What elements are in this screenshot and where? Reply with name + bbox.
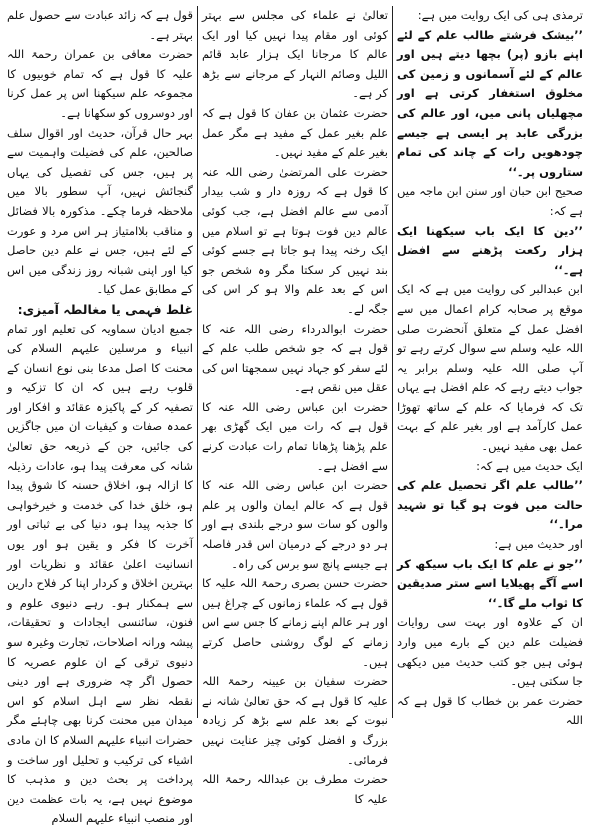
paragraph: حضرت معافی بن عمران رحمۃ اللہ علیہ کا قول ہے کہ تمام خوبیوں کا مجموعہ علم سیکھنا اس پر عمل کرنا اور دوسروں کو سکھانا ہے۔	[7, 47, 193, 120]
left-column	[4, 6, 196, 826]
paragraph: ’’جو نے علم کا ایک باب سیکھ کر اسے آگے پھیلایا اسے ستر صدیقین کا ثواب ملے گا۔‘‘	[397, 556, 583, 610]
paragraph: قول ہے کہ زائد عبادت سے حصول علم بہتر ہے۔	[7, 8, 193, 42]
paragraph: تعالیٰ نے علماء کی مجلس سے بہتر کوئی اور مقام پیدا نہیں کیا اور ایک عالم کا مرجانا ایک ہزار عابد قائم اللیل وصائم النہار کے مرجانے سے بڑھ کر ہے۔	[202, 8, 388, 101]
paragraph: بہر حال قرآن، حدیث اور اقوال سلف صالحین، علم کی فضیلت واہمیت سے پر ہیں، جس کی تفصیل کی یہاں گنجائش نہیں، آپ سطور بالا میں ملاحظہ فرما چکے۔ مذکورہ بالا فضائل و مناقب بلاامتیاز ہر اس مرد و عورت کے لئے ہیں، جس نے علم دین حاصل کیا اور اپنی شبانہ روز زندگی میں اس کے مطابق عمل کیا۔	[7, 125, 193, 297]
column-divider	[197, 6, 198, 718]
paragraph: ایک حدیث میں ہے کہ:	[476, 458, 583, 473]
paragraph: حضرت سفیان بن عیینہ رحمۃ اللہ علیہ کا قول ہے کہ حق تعالیٰ شانہ نے نبوت کے بعد علم سے بڑھ کر زیادہ بزرگ و افضل کوئی چیز عنایت نہیں فرمائی۔	[202, 674, 388, 767]
paragraph: حضرت مطرف بن عبداللہ رحمۃ اللہ علیہ کا	[202, 772, 388, 806]
section-heading: غلط فہمی یا مغالطہ آمیزی:	[17, 301, 193, 317]
paragraph: حضرت ابوالدرداء رضی اللہ عنہ کا قول ہے کہ جو شخص طلب علم کے لئے سفر کو جہاد نہیں سمجھتا اس کی عقل میں نقص ہے۔	[202, 321, 388, 395]
paragraph: حضرت عثمان بن عفان کا قول ہے کہ علم بغیر عمل کے مفید ہے مگر عمل بغیر علم کے مفید نہیں۔	[202, 105, 388, 160]
paragraph: حضرت علی المرتضیٰ رضی اللہ عنہ کا قول ہے کہ روزہ دار و شب بیدار آدمی سے عالم افضل ہے، جب کوئی عالم دین فوت ہوتا ہے تو اسلام میں ایک رخنہ پیدا ہو جاتا ہے جسے کوئی بند نہیں کر سکتا مگر وہ شخص جو اس کے بعد علم والا ہو کر اس کی جگہ لے۔	[202, 164, 388, 316]
paragraph: ’’دین کا ایک باب سیکھنا ایک ہزار رکعت پڑھنے سے افضل ہے۔‘‘	[397, 223, 583, 277]
paragraph: جمیع ادیان سماویہ کی تعلیم اور تمام انبیاء و مرسلین علیہم السلام کی محنت کا اصل مدعا بنی نوع انسان کے قلوب رہے ہیں کہ ان کا تزکیہ و تصفیہ کر کے پاکیزہ عقائد و افکار اور عمدہ صفات و کیفیات ان میں جاگزیں کی جائیں، جن کے ذریعہ حق تعالیٰ شانہ کی معرفت پیدا ہو، عادات رذیلہ کا ازالہ ہو، اخلاق حسنہ کا شوق پیدا ہو، خلق خدا کی خدمت و خیرخواہی کا جذبہ پیدا ہو، دنیا کی بے ثباتی اور آخرت کا فکر و یقین ہو اور یوں انسانیت اعلیٰ عقائد و نظریات اور بہترین اخلاق و کردار اپنا کر فلاح دارین سے ہمکنار ہو۔ رہے دنیوی علوم و فنون، سائنسی ایجادات و تحقیقات، پیشہ ورانہ اصلاحات، تجارت وغیرہ سو دنیوی ترقی کے ان علوم عصریہ کا حصول اگر چہ ضروری ہے اور دینی نقطہ نظر سے اہل اسلام کو اس میدان میں محنت کرنا بھی چاہئے مگر حضرات انبیاء علیہم السلام کا ان مادی اشیاء کی ترکیب و تحلیل اور ساخت و پرداخت پر بحث دین و مذہب کا موضوع نہیں ہے، یہ بات عظمت دین اور منصب انبیاء علیہم السلام	[7, 321, 193, 826]
paragraph: ’’طالب علم اگر تحصیل علم کی حالت میں فوت ہو گیا تو شہید مرا۔‘‘	[397, 478, 583, 532]
paragraph: ترمذی ہی کی ایک روایت میں ہے:	[417, 8, 583, 22]
paragraph: حضرت حسن بصری رحمۃ اللہ علیہ کا قول ہے کہ علماء زمانوں کے چراغ ہیں اور ہر عالم اپنے زمانے کا جس سے اس زمانے کے لوگ روشنی حاصل کرتے ہیں۔	[202, 576, 388, 669]
middle-column	[199, 6, 391, 806]
paragraph: ان کے علاوہ اور بہت سی روایات فضیلت علم دین کے بارے میں وارد ہوئی ہیں جو کتب حدیث میں دیکھی جا سکتی ہیں۔	[397, 615, 583, 689]
paragraph: حضرت ابن عباس رضی اللہ عنہ کا قول ہے کہ عالم ایمان والوں پر علم والوں کو سات سو درجے بلندی ہے اور ہر دو درجے کے درمیان اس قدر فاصلہ ہے جیسے پانچ سو برس کی راہ۔	[202, 478, 388, 571]
column-divider	[392, 6, 393, 718]
paragraph: ابن عبدالبر کی روایت میں ہے کہ ایک موقع پر صحابہ کرام اعمال میں سے افضل عمل کے متعلق آنحضرت صلی اللہ علیہ وسلم سے سوال کرتے رہے تو آپ صلی اللہ علیہ وسلم برابر یہ جواب دیتے رہے کہ علم افضل ہے یہاں تک کہ فرمایا کہ علم کے ساتھ تھوڑا عمل کارآمد ہے اور بغیر علم کے بہت عمل بھی مفید نہیں۔	[397, 282, 583, 454]
paragraph: صحیح ابن حبان اور سنن ابن ماجہ میں ہے کہ:	[397, 184, 583, 218]
paragraph: حضرت عمر بن خطاب کا قول ہے کہ اللہ	[397, 693, 583, 728]
paragraph: ’’بیشک فرشتے طالب علم کے لئے اپنے بازو (پر) بچھا دیتے ہیں اور عالم کے لئے آسمانوں و زمین کی مخلوق استغفار کرتی ہے اور مچھلیاں پانی میں، اور عالم کی بزرگی عابد پر ایسی ہے جیسے چودھویں رات کے چاند کی تمام ستاروں پر۔‘‘	[397, 27, 583, 179]
paragraph: اور حدیث میں ہے:	[494, 537, 583, 552]
paragraph: حضرت ابن عباس رضی اللہ عنہ کا قول ہے کہ رات میں ایک گھڑی بھر علم پڑھنا پڑھانا تمام رات عبادت کرنے سے افضل ہے۔	[202, 399, 388, 473]
right-column	[394, 6, 586, 728]
